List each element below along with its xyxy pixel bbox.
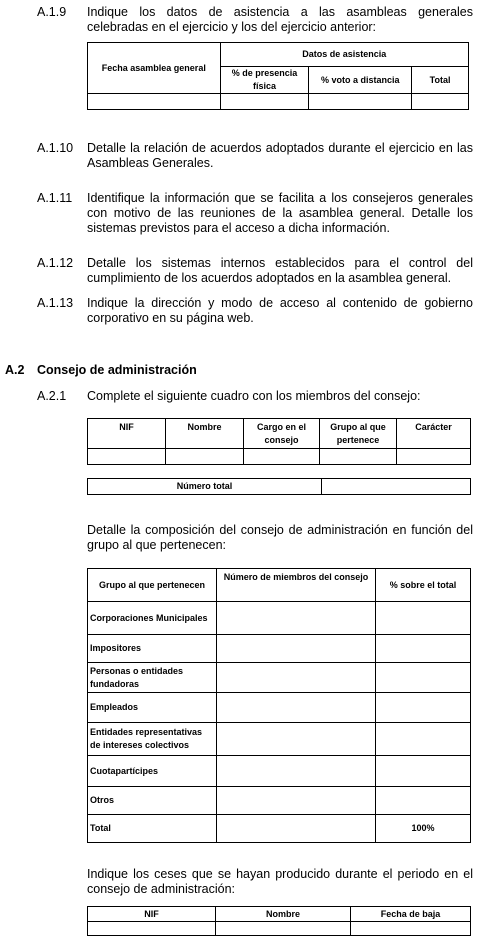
table-cell[interactable] bbox=[412, 94, 469, 110]
paragraph: Indique los ceses que se hayan producido durante el periodo en el consejo de administración: bbox=[87, 867, 473, 896]
table-cell[interactable] bbox=[217, 723, 376, 756]
column-header: % voto a distancia bbox=[309, 67, 412, 94]
table-cell[interactable] bbox=[217, 815, 376, 843]
column-header: Cargo en el consejo bbox=[244, 419, 320, 449]
group-label: Empleados bbox=[88, 693, 217, 723]
section-title: Consejo de administración bbox=[37, 363, 197, 377]
attendance-table bbox=[87, 42, 469, 110]
column-header: NIF bbox=[88, 419, 166, 449]
paragraph: Indique la dirección y modo de acceso al contenido de gobierno corporativo en su página web. bbox=[87, 296, 473, 325]
pct-cell[interactable] bbox=[376, 787, 471, 815]
numero-total-label: Número total bbox=[88, 479, 322, 495]
column-header: Fecha de baja bbox=[351, 907, 471, 922]
table-cell[interactable] bbox=[397, 449, 471, 465]
paragraph: Complete el siguiente cuadro con los miembros del consejo: bbox=[87, 389, 421, 403]
column-header: Nombre bbox=[166, 419, 244, 449]
table-cell[interactable] bbox=[217, 693, 376, 723]
table-cell[interactable] bbox=[217, 756, 376, 787]
item-number: A.1.13 bbox=[37, 296, 74, 310]
ceses-table bbox=[87, 906, 471, 936]
numero-total-table bbox=[87, 478, 471, 495]
group-label: Impositores bbox=[88, 635, 217, 663]
table-cell[interactable] bbox=[309, 94, 412, 110]
section-number: A.2 bbox=[5, 363, 25, 377]
table-cell[interactable] bbox=[216, 922, 351, 936]
total-label: Total bbox=[88, 815, 217, 843]
item-number: A.1.10 bbox=[37, 141, 74, 155]
table-cell[interactable] bbox=[244, 449, 320, 465]
column-header: % sobre el total bbox=[376, 569, 471, 602]
item-number: A.2.1 bbox=[37, 389, 67, 403]
column-header: Número de miembros del consejo bbox=[217, 569, 376, 602]
group-label: Corporaciones Municipales bbox=[88, 602, 217, 635]
table-cell[interactable] bbox=[217, 787, 376, 815]
group-label: Otros bbox=[88, 787, 217, 815]
pct-cell[interactable] bbox=[376, 693, 471, 723]
column-header: Total bbox=[412, 67, 469, 94]
item-number: A.1.12 bbox=[37, 256, 74, 270]
table-cell[interactable] bbox=[88, 449, 166, 465]
paragraph: Indique los datos de asistencia a las asambleas generales celebradas en el ejercicio y los del ejercicio anterior: bbox=[87, 5, 473, 34]
item-number: A.1.9 bbox=[37, 5, 67, 19]
column-header: Grupo al que pertenecen bbox=[88, 569, 217, 602]
table-cell[interactable] bbox=[217, 602, 376, 635]
paragraph: Detalle la composición del consejo de administración en función del grupo al que pertenecen: bbox=[87, 523, 473, 552]
item-number: A.1.11 bbox=[37, 191, 73, 205]
table-cell[interactable] bbox=[217, 663, 376, 693]
table-cell[interactable] bbox=[320, 449, 397, 465]
table-cell[interactable] bbox=[220, 94, 309, 110]
column-header: % de presencia física bbox=[220, 67, 309, 94]
paragraph: Detalle los sistemas internos establecidos para el control del cumplimiento de los acuerdos adoptados en la asamblea general. bbox=[87, 256, 473, 285]
composition-table bbox=[87, 568, 471, 843]
group-header: Datos de asistencia bbox=[220, 43, 468, 67]
column-header: Grupo al que pertenece bbox=[320, 419, 397, 449]
table-cell[interactable] bbox=[351, 922, 471, 936]
column-header: Nombre bbox=[216, 907, 351, 922]
pct-cell[interactable] bbox=[376, 756, 471, 787]
column-header: Fecha asamblea general bbox=[88, 43, 221, 94]
group-label: Cuotapartícipes bbox=[88, 756, 217, 787]
pct-cell[interactable] bbox=[376, 723, 471, 756]
column-header: Carácter bbox=[397, 419, 471, 449]
table-cell[interactable] bbox=[166, 449, 244, 465]
paragraph: Identifique la información que se facilita a los consejeros generales con motivo de las reuniones de la asamblea general. Detalle los sistemas previstos para el acceso a dicha información. bbox=[87, 191, 473, 235]
table-cell[interactable] bbox=[88, 922, 216, 936]
total-pct: 100% bbox=[376, 815, 471, 843]
pct-cell[interactable] bbox=[376, 602, 471, 635]
pct-cell[interactable] bbox=[376, 635, 471, 663]
group-label: Personas o entidades fundadoras bbox=[88, 663, 217, 693]
paragraph: Detalle la relación de acuerdos adoptados durante el ejercicio en las Asambleas Generales. bbox=[87, 141, 473, 170]
table-cell[interactable] bbox=[88, 94, 221, 110]
table-cell[interactable] bbox=[322, 479, 471, 495]
group-label: Entidades representativas de intereses colectivos bbox=[88, 723, 217, 756]
members-table bbox=[87, 418, 471, 465]
table-cell[interactable] bbox=[217, 635, 376, 663]
column-header: NIF bbox=[88, 907, 216, 922]
pct-cell[interactable] bbox=[376, 663, 471, 693]
